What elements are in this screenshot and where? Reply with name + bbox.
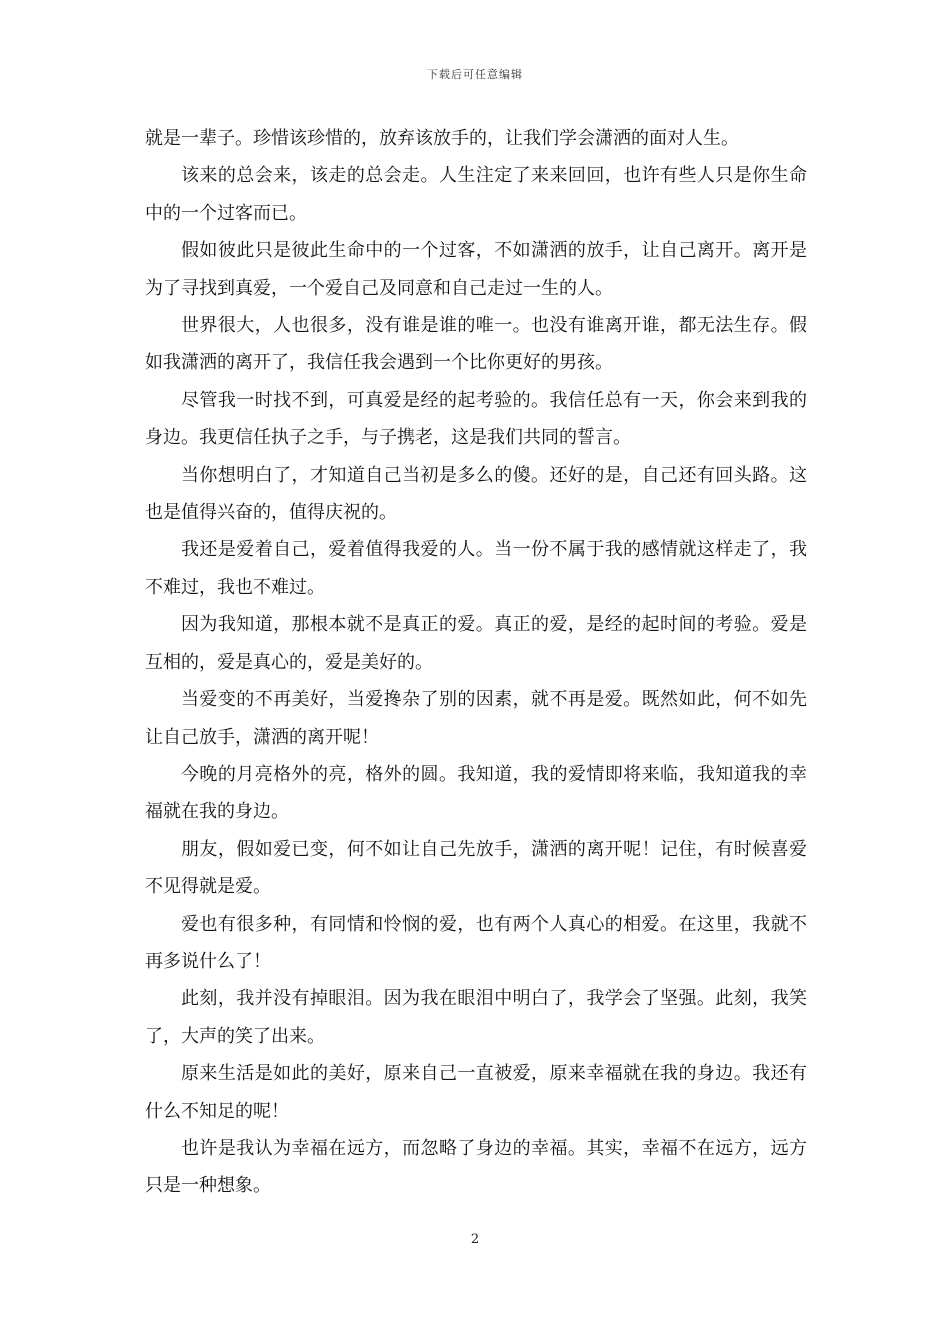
paragraph: 爱也有很多种，有同情和怜悯的爱，也有两个人真心的相爱。在这里，我就不再多说什么了！: [145, 913, 807, 972]
paragraph: 尽管我一时找不到，可真爱是经的起考验的。我信任总有一天，你会来到我的身边。我更信任执子之手，与子携老，这是我们共同的誓言。: [145, 389, 807, 449]
paragraph: 当爱变的不再美好，当爱搀杂了别的因素，就不再是爱。既然如此，何不如先让自己放手，潇洒的离开呢！: [145, 689, 807, 748]
page-number: 2: [470, 1232, 480, 1247]
paragraph: 今晚的月亮格外的亮，格外的圆。我知道，我的爱情即将来临，我知道我的幸福就在我的身边。: [145, 763, 807, 823]
paragraph: 世界很大，人也很多，没有谁是谁的唯一。也没有谁离开谁，都无法生存。假如我潇洒的离开了，我信任我会遇到一个比你更好的男孩。: [145, 315, 807, 374]
paragraph: 我还是爱着自己，爱着值得我爱的人。当一份不属于我的感情就这样走了，我不难过，我也不难过。: [145, 539, 807, 598]
paragraph: 因为我知道，那根本就不是真正的爱。真正的爱，是经的起时间的考验。爱是互相的，爱是真心的，爱是美好的。: [145, 614, 807, 673]
paragraph: 该来的总会来，该走的总会走。人生注定了来来回回，也许有些人只是你生命中的一个过客而已。: [145, 165, 807, 224]
paragraph: 假如彼此只是彼此生命中的一个过客，不如潇洒的放手，让自己离开。离开是为了寻找到真爱，一个爱自己及同意和自己走过一生的人。: [145, 240, 807, 299]
paragraph: 就是一辈子。珍惜该珍惜的，放弃该放手的，让我们学会潇洒的面对人生。: [145, 128, 739, 149]
paragraph: 当你想明白了，才知道自己当初是多么的傻。还好的是，自己还有回头路。这也是值得兴奋的，值得庆祝的。: [145, 464, 807, 524]
document-body: [145, 120, 807, 1205]
paragraph: 朋友，假如爱已变，何不如让自己先放手，潇洒的离开呢！记住，有时候喜爱不见得就是爱。: [145, 838, 807, 898]
paragraph: 原来生活是如此的美好，原来自己一直被爱，原来幸福就在我的身边。我还有什么不知足的呢！: [145, 1063, 807, 1122]
paragraph: 此刻，我并没有掉眼泪。因为我在眼泪中明白了，我学会了坚强。此刻，我笑了，大声的笑了出来。: [145, 988, 807, 1047]
page-header: 下载后可任意编辑: [427, 68, 523, 81]
paragraph: 也许是我认为幸福在远方，而忽略了身边的幸福。其实，幸福不在远方，远方只是一种想象。: [145, 1137, 807, 1197]
